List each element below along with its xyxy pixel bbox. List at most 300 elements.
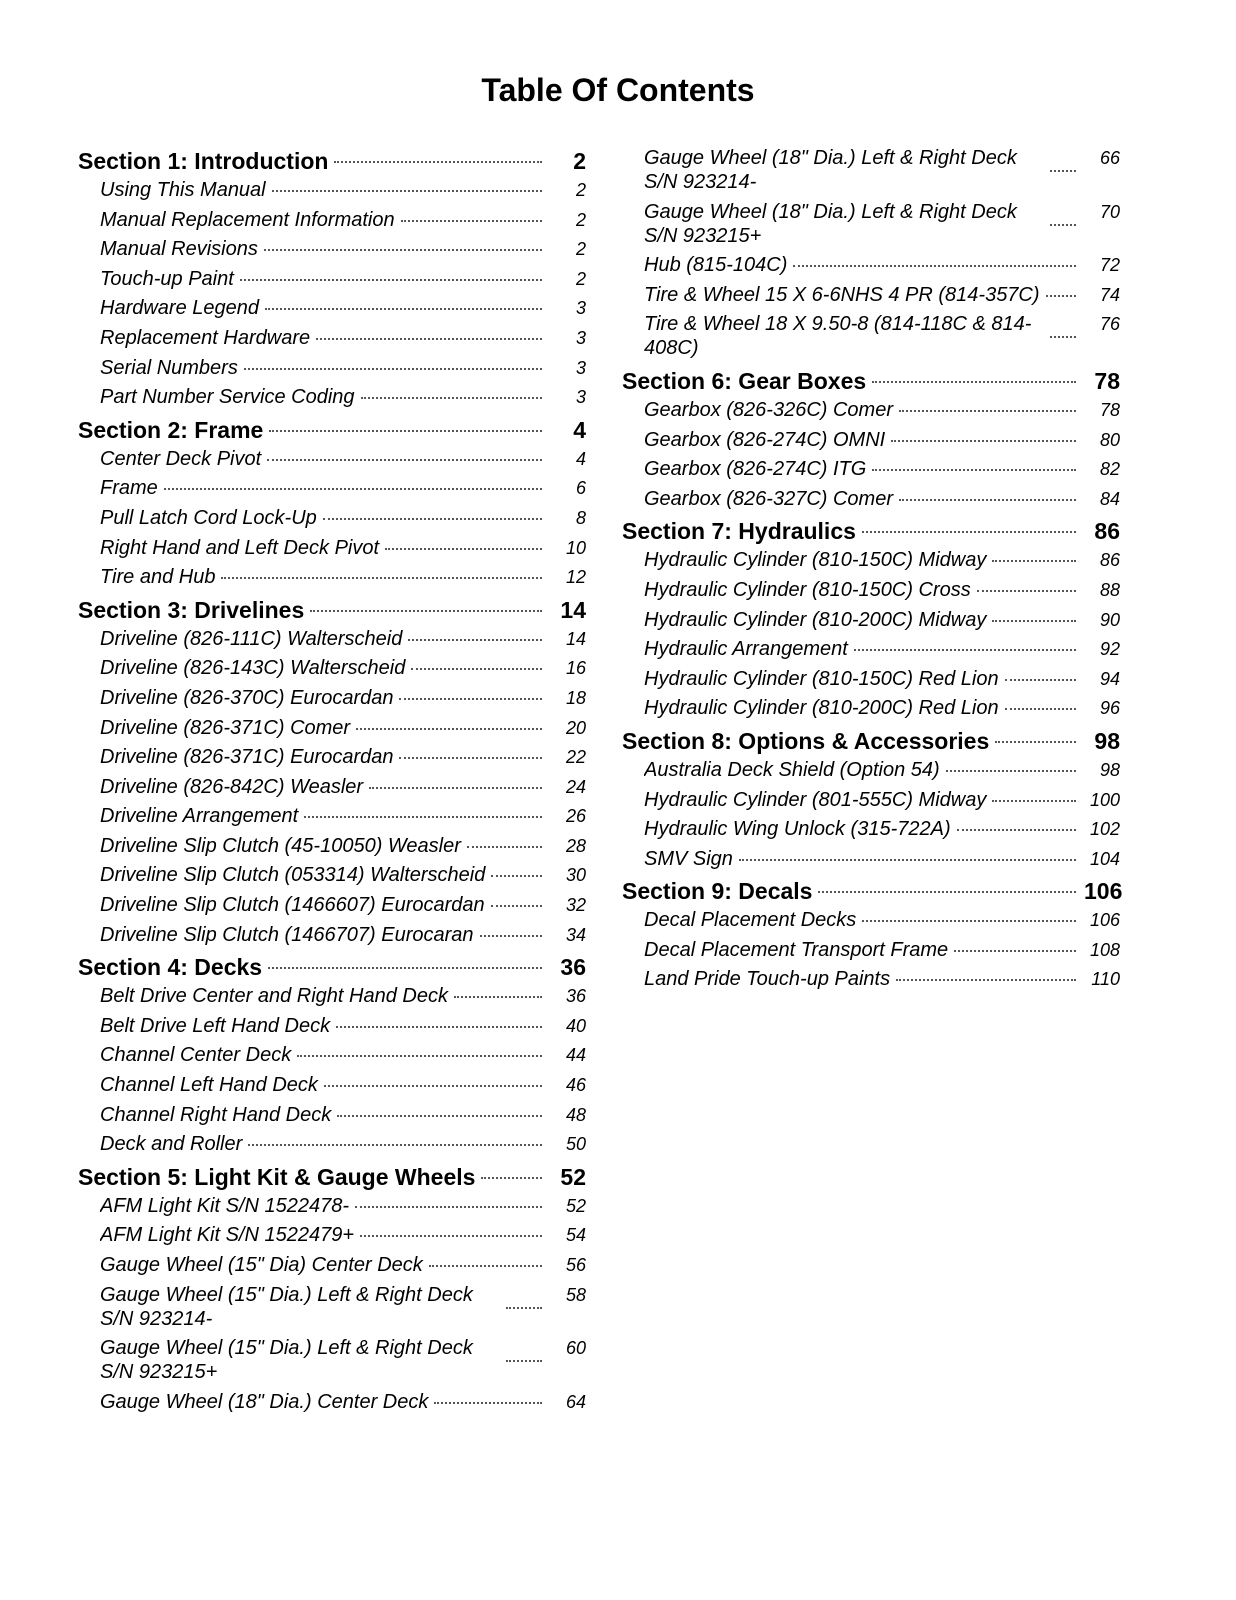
toc-page-number: 18 <box>565 687 586 708</box>
dot-leader <box>491 875 542 877</box>
toc-page-number: 96 <box>1099 698 1120 719</box>
dot-leader <box>1050 224 1076 226</box>
toc-entry-label: Gauge Wheel (18" Dia.) Center Deck <box>100 1390 429 1413</box>
toc-entry-hydraulic-arrangement[interactable] <box>622 637 1120 661</box>
toc-entry-name <box>644 398 1076 422</box>
toc-entry-name <box>644 457 1076 481</box>
toc-entry-name <box>78 1162 542 1192</box>
toc-entry-name <box>100 923 542 947</box>
toc-entry-driveline-826-371c-comer[interactable] <box>78 716 586 740</box>
toc-entry-label: Hydraulic Cylinder (801-555C) Midway <box>644 788 987 811</box>
toc-entry-name <box>644 146 1076 194</box>
toc-entry-hydraulic-wing-unlock-315-722a[interactable] <box>622 817 1120 841</box>
toc-section-section-9-decals[interactable] <box>622 876 1123 906</box>
dot-leader <box>946 770 1076 772</box>
toc-page-number: 54 <box>565 1225 586 1246</box>
toc-entry-label: Gearbox (826-274C) OMNI <box>644 428 886 451</box>
toc-entry-label: Channel Left Hand Deck <box>100 1074 318 1097</box>
toc-page-number: 102 <box>1089 819 1120 840</box>
toc-entry-name <box>100 476 542 500</box>
toc-entry-name <box>644 696 1076 720</box>
dot-leader <box>265 308 542 310</box>
toc-entry-label: Channel Right Hand Deck <box>100 1103 332 1126</box>
toc-entry-smv-sign[interactable] <box>622 847 1120 871</box>
toc-page-number: 4 <box>575 448 586 469</box>
toc-entry-name <box>100 893 542 917</box>
toc-page-number: 88 <box>1099 579 1120 600</box>
toc-entry-name <box>100 686 542 710</box>
toc-entry-label: Frame <box>100 477 158 500</box>
toc-entry-name <box>644 428 1076 452</box>
toc-page-number: 46 <box>565 1075 586 1096</box>
dot-leader <box>739 859 1076 861</box>
toc-entry-afm-light-kit-s-n-1522479[interactable] <box>78 1223 586 1247</box>
dot-leader <box>891 440 1076 442</box>
toc-entry-name <box>100 1283 542 1331</box>
toc-section-section-6-gear-boxes[interactable] <box>622 366 1120 396</box>
toc-page-number: 108 <box>1089 939 1120 960</box>
toc-page-number: 104 <box>1089 848 1120 869</box>
toc-entry-driveline-826-371c-eurocardan[interactable] <box>78 745 586 769</box>
dot-leader <box>896 979 1076 981</box>
toc-page-number: 44 <box>565 1045 586 1066</box>
dot-leader <box>1005 679 1076 681</box>
toc-entry-driveline-826-143c-walterscheid[interactable] <box>78 656 586 680</box>
toc-entry-name <box>100 627 542 651</box>
toc-page-number: 52 <box>560 1163 586 1190</box>
toc-entry-manual-replacement-information[interactable] <box>78 208 586 232</box>
toc-entry-name <box>100 1103 542 1127</box>
toc-entry-name <box>100 834 542 858</box>
toc-page-number: 30 <box>565 865 586 886</box>
dot-leader <box>793 265 1076 267</box>
dot-leader <box>240 279 542 281</box>
dot-leader <box>268 967 542 969</box>
toc-column-left <box>78 146 586 1419</box>
toc-entry-label: Hub (815-104C) <box>644 254 788 277</box>
toc-section-section-7-hydraulics[interactable] <box>622 516 1120 546</box>
toc-page-number: 12 <box>565 567 586 588</box>
dot-leader <box>221 577 542 579</box>
toc-entry-label: Decal Placement Decks <box>644 909 857 932</box>
toc-page-number: 10 <box>565 537 586 558</box>
toc-entry-belt-drive-center-and-right-hand-deck[interactable] <box>78 984 586 1008</box>
toc-entry-name <box>100 1043 542 1067</box>
dot-leader <box>899 499 1076 501</box>
dot-leader <box>899 410 1076 412</box>
dot-leader <box>244 368 542 370</box>
toc-entry-label: Hydraulic Arrangement <box>644 638 848 661</box>
dot-leader <box>977 590 1076 592</box>
toc-entry-name <box>644 667 1076 691</box>
dot-leader <box>411 668 542 670</box>
toc-column-right <box>622 146 1123 997</box>
toc-entry-gauge-wheel-18-dia-center-deck[interactable] <box>78 1390 586 1414</box>
dot-leader <box>434 1402 542 1404</box>
toc-entry-label: Tire & Wheel 15 X 6-6NHS 4 PR (814-357C) <box>644 283 1040 306</box>
toc-entry-gauge-wheel-15-dia-left-right-deck-s-n-923214[interactable] <box>78 1283 586 1331</box>
dot-leader <box>854 649 1076 651</box>
dot-leader <box>356 728 542 730</box>
toc-page-number: 98 <box>1094 727 1120 754</box>
dot-leader <box>992 620 1076 622</box>
toc-entry-name <box>100 326 542 350</box>
dot-leader <box>872 469 1076 471</box>
toc-entry-part-number-service-coding[interactable] <box>78 385 586 409</box>
toc-entry-name <box>100 1390 542 1414</box>
toc-entry-label: Section 5: Light Kit & Gauge Wheels <box>78 1163 476 1190</box>
toc-entry-name <box>100 208 542 232</box>
toc-entry-hardware-legend[interactable] <box>78 296 586 320</box>
toc-entry-label: Driveline (826-143C) Walterscheid <box>100 657 406 680</box>
toc-entry-label: Hydraulic Cylinder (810-200C) Midway <box>644 608 987 631</box>
toc-page-number: 24 <box>565 776 586 797</box>
dot-leader <box>310 610 542 612</box>
toc-page-number: 64 <box>565 1391 586 1412</box>
toc-entry-name <box>100 863 542 887</box>
toc-entry-label: Gearbox (826-327C) Comer <box>644 487 893 510</box>
toc-entry-gearbox-826-326c-comer[interactable] <box>622 398 1120 422</box>
dot-leader <box>1050 170 1076 172</box>
toc-entry-replacement-hardware[interactable] <box>78 326 586 350</box>
toc-entry-name <box>644 253 1076 277</box>
toc-entry-label: Deck and Roller <box>100 1133 243 1156</box>
toc-page-number: 2 <box>575 209 586 230</box>
toc-entry-name <box>100 447 542 471</box>
toc-entry-tire-wheel-18-x-9-50-8-814-118c-814-408c[interactable] <box>622 312 1120 360</box>
dot-leader <box>323 518 542 520</box>
dot-leader <box>267 459 542 461</box>
dot-leader <box>467 846 542 848</box>
toc-entry-label: Driveline (826-371C) Eurocardan <box>100 746 394 769</box>
toc-entry-name <box>78 415 542 445</box>
toc-entry-name <box>100 804 542 828</box>
toc-page-number: 32 <box>565 895 586 916</box>
toc-page-number: 84 <box>1099 488 1120 509</box>
toc-entry-name <box>644 908 1076 932</box>
toc-entry-hydraulic-cylinder-810-150c-cross[interactable] <box>622 578 1120 602</box>
toc-entry-driveline-826-111c-walterscheid[interactable] <box>78 627 586 651</box>
toc-entry-name <box>644 637 1076 661</box>
toc-entry-label: Manual Replacement Information <box>100 208 395 231</box>
toc-entry-name <box>644 312 1076 360</box>
toc-section-section-1-introduction[interactable] <box>78 146 586 176</box>
toc-entry-label: Hydraulic Cylinder (810-150C) Midway <box>644 549 987 572</box>
toc-entry-label: Touch-up Paint <box>100 267 234 290</box>
toc-entry-label: Driveline (826-111C) Walterscheid <box>100 627 403 650</box>
toc-entry-label: Hydraulic Cylinder (810-150C) Cross <box>644 578 971 601</box>
toc-entry-belt-drive-left-hand-deck[interactable] <box>78 1014 586 1038</box>
toc-entry-gauge-wheel-18-dia-left-right-deck-s-n-923215[interactable] <box>622 200 1120 248</box>
toc-page-number: 16 <box>565 658 586 679</box>
toc-entry-label: Center Deck Pivot <box>100 447 262 470</box>
toc-entry-hydraulic-cylinder-801-555c-midway[interactable] <box>622 788 1120 812</box>
toc-entry-gearbox-826-274c-itg[interactable] <box>622 457 1120 481</box>
toc-entry-label: Section 7: Hydraulics <box>622 518 856 545</box>
toc-entry-label: Hydraulic Cylinder (810-150C) Red Lion <box>644 667 999 690</box>
dot-leader <box>337 1115 542 1117</box>
toc-entry-name <box>100 1253 542 1277</box>
toc-entry-driveline-slip-clutch-45-10050-weasler[interactable] <box>78 834 586 858</box>
toc-page-number: 106 <box>1084 878 1123 905</box>
toc-entry-label: Section 4: Decks <box>78 954 263 981</box>
dot-leader <box>480 935 542 937</box>
toc-entry-name <box>622 876 1076 906</box>
toc-entry-name <box>644 758 1076 782</box>
toc-entry-gearbox-826-327c-comer[interactable] <box>622 487 1120 511</box>
toc-entry-touch-up-paint[interactable] <box>78 267 586 291</box>
toc-entry-label: Hardware Legend <box>100 297 259 320</box>
toc-page-number: 34 <box>565 924 586 945</box>
dot-leader <box>248 1144 542 1146</box>
toc-section-section-5-light-kit-gauge-wheels[interactable] <box>78 1162 586 1192</box>
toc-entry-manual-revisions[interactable] <box>78 237 586 261</box>
toc-entry-serial-numbers[interactable] <box>78 356 586 380</box>
dot-leader <box>957 829 1076 831</box>
toc-entry-label: AFM Light Kit S/N 1522478- <box>100 1194 350 1217</box>
dot-leader <box>454 996 542 998</box>
toc-entry-decal-placement-decks[interactable] <box>622 908 1120 932</box>
toc-page-number: 100 <box>1089 789 1120 810</box>
toc-entry-label: Driveline Arrangement <box>100 805 299 828</box>
toc-page-number: 58 <box>565 1284 586 1305</box>
toc-entry-label: Manual Revisions <box>100 238 258 261</box>
toc-entry-gauge-wheel-15-dia-center-deck[interactable] <box>78 1253 586 1277</box>
toc-page-number: 36 <box>565 986 586 1007</box>
toc-page-number: 14 <box>560 596 586 623</box>
dot-leader <box>336 1026 542 1028</box>
toc-entry-decal-placement-transport-frame[interactable] <box>622 938 1120 962</box>
toc-entry-name <box>100 1223 542 1247</box>
toc-page-number: 20 <box>565 717 586 738</box>
toc-page-number: 98 <box>1099 759 1120 780</box>
toc-entry-gauge-wheel-18-dia-left-right-deck-s-n-923214[interactable] <box>622 146 1120 194</box>
toc-page-number: 76 <box>1099 314 1120 335</box>
toc-page-number: 2 <box>575 268 586 289</box>
toc-entry-name <box>100 267 542 291</box>
toc-entry-label: Section 3: Drivelines <box>78 596 305 623</box>
toc-entry-name <box>644 548 1076 572</box>
toc-entry-label: Driveline Slip Clutch (1466707) Eurocaran <box>100 923 474 946</box>
dot-leader <box>324 1085 542 1087</box>
toc-entry-label: Australia Deck Shield (Option 54) <box>644 758 940 781</box>
toc-entry-name <box>644 967 1076 991</box>
toc-entry-label: Gearbox (826-326C) Comer <box>644 398 893 421</box>
dot-leader <box>1005 708 1076 710</box>
dot-leader <box>269 430 542 432</box>
toc-entry-name <box>100 1194 542 1218</box>
toc-entry-name <box>100 984 542 1008</box>
toc-entry-driveline-slip-clutch-053314-walterscheid[interactable] <box>78 863 586 887</box>
toc-page-number: 66 <box>1099 148 1120 168</box>
dot-leader <box>316 338 542 340</box>
toc-entry-name <box>622 726 1076 756</box>
toc-entry-label: Gauge Wheel (18" Dia.) Left & Right Deck S/N 923215+ <box>644 200 1017 247</box>
dot-leader <box>429 1265 542 1267</box>
toc-entry-label: Driveline Slip Clutch (1466607) Eurocardan <box>100 894 485 917</box>
toc-page-number: 6 <box>575 478 586 499</box>
toc-page-number: 3 <box>575 298 586 319</box>
toc-page-number: 86 <box>1094 518 1120 545</box>
toc-entry-name <box>100 656 542 680</box>
toc-entry-name <box>100 237 542 261</box>
toc-entry-deck-and-roller[interactable] <box>78 1132 586 1156</box>
dot-leader <box>272 190 542 192</box>
dot-leader <box>297 1055 542 1057</box>
toc-entry-label: Replacement Hardware <box>100 326 311 349</box>
dot-leader <box>355 1206 542 1208</box>
toc-page-number: 74 <box>1099 284 1120 305</box>
toc-entry-label: Gauge Wheel (15" Dia.) Left & Right Deck S/N 923215+ <box>100 1337 473 1384</box>
toc-entry-name <box>100 1132 542 1156</box>
toc-page-number: 26 <box>565 806 586 827</box>
toc-entry-name <box>78 146 542 176</box>
toc-section-section-3-drivelines[interactable] <box>78 595 586 625</box>
toc-entry-name <box>100 1014 542 1038</box>
toc-section-section-2-frame[interactable] <box>78 415 586 445</box>
toc-page-number: 70 <box>1099 201 1120 222</box>
dot-leader <box>862 920 1076 922</box>
toc-entry-center-deck-pivot[interactable] <box>78 447 586 471</box>
toc-page-number: 50 <box>565 1134 586 1155</box>
dot-leader <box>995 741 1076 743</box>
toc-entry-australia-deck-shield-option-54[interactable] <box>622 758 1120 782</box>
dot-leader <box>491 905 542 907</box>
toc-page-number: 52 <box>565 1195 586 1216</box>
toc-entry-hydraulic-cylinder-810-150c-midway[interactable] <box>622 548 1120 572</box>
dot-leader <box>954 950 1076 952</box>
toc-entry-frame[interactable] <box>78 476 586 500</box>
toc-entry-gearbox-826-274c-omni[interactable] <box>622 428 1120 452</box>
toc-entry-label: Right Hand and Left Deck Pivot <box>100 536 380 559</box>
dot-leader <box>334 161 542 163</box>
toc-entry-name <box>644 847 1076 871</box>
toc-entry-driveline-slip-clutch-1466707-eurocaran[interactable] <box>78 923 586 947</box>
dot-leader <box>360 1235 542 1237</box>
dot-leader <box>385 548 542 550</box>
toc-entry-label: SMV Sign <box>644 847 733 870</box>
toc-page-number: 3 <box>575 387 586 408</box>
toc-entry-name <box>100 506 542 530</box>
toc-entry-driveline-slip-clutch-1466607-eurocardan[interactable] <box>78 893 586 917</box>
dot-leader <box>399 698 542 700</box>
toc-entry-hydraulic-cylinder-810-150c-red-lion[interactable] <box>622 667 1120 691</box>
toc-entry-label: Using This Manual <box>100 179 266 201</box>
toc-entry-label: Serial Numbers <box>100 356 238 379</box>
toc-entry-channel-right-hand-deck[interactable] <box>78 1103 586 1127</box>
toc-page-number: 82 <box>1099 459 1120 480</box>
dot-leader <box>506 1307 542 1309</box>
toc-entry-label: AFM Light Kit S/N 1522479+ <box>100 1224 355 1247</box>
toc-page-number: 110 <box>1091 969 1120 990</box>
toc-entry-channel-center-deck[interactable] <box>78 1043 586 1067</box>
toc-page-number: 106 <box>1089 910 1120 931</box>
toc-entry-hub-815-104c[interactable] <box>622 253 1120 277</box>
toc-entry-label: Driveline (826-370C) Eurocardan <box>100 686 394 709</box>
toc-entry-using-this-manual[interactable] <box>78 178 586 202</box>
toc-entry-tire-wheel-15-x-6-6nhs-4-pr-814-357c[interactable] <box>622 283 1120 307</box>
toc-entry-name <box>644 200 1076 248</box>
toc-entry-label: Land Pride Touch-up Paints <box>644 968 891 991</box>
toc-entry-name <box>100 745 542 769</box>
toc-entry-land-pride-touch-up-paints[interactable] <box>622 967 1120 991</box>
toc-entry-tire-and-hub[interactable] <box>78 565 586 589</box>
toc-page-number: 94 <box>1099 668 1120 689</box>
toc-entry-gauge-wheel-15-dia-left-right-deck-s-n-923215[interactable] <box>78 1336 586 1384</box>
toc-section-section-4-decks[interactable] <box>78 952 586 982</box>
dot-leader <box>361 397 542 399</box>
toc-entry-name <box>100 775 542 799</box>
toc-entry-pull-latch-cord-lock-up[interactable] <box>78 506 586 530</box>
toc-entry-name <box>78 952 542 982</box>
toc-entry-name <box>644 938 1076 962</box>
toc-entry-name <box>100 356 542 380</box>
toc-page-number: 78 <box>1094 367 1120 394</box>
toc-entry-afm-light-kit-s-n-1522478[interactable] <box>78 1194 586 1218</box>
toc-entry-name <box>644 608 1076 632</box>
dot-leader <box>992 560 1076 562</box>
toc-entry-name <box>622 516 1076 546</box>
toc-entry-label: Driveline (826-842C) Weasler <box>100 775 364 798</box>
toc-page-number: 2 <box>575 239 586 260</box>
toc-entry-label: Section 2: Frame <box>78 416 264 443</box>
dot-leader <box>264 249 542 251</box>
toc-entry-label: Hydraulic Cylinder (810-200C) Red Lion <box>644 697 999 720</box>
toc-entry-label: Section 1: Introduction <box>78 148 329 174</box>
toc-entry-driveline-arrangement[interactable] <box>78 804 586 828</box>
page-title: Table Of Contents <box>481 72 755 108</box>
toc-entry-driveline-826-370c-eurocardan[interactable] <box>78 686 586 710</box>
toc-entry-channel-left-hand-deck[interactable] <box>78 1073 586 1097</box>
toc-page-number: 60 <box>565 1338 586 1359</box>
dot-leader <box>872 381 1076 383</box>
toc-page-number: 2 <box>575 180 586 200</box>
toc-entry-label: Section 8: Options & Accessories <box>622 727 990 754</box>
dot-leader <box>1050 336 1076 338</box>
toc-entry-label: Section 9: Decals <box>622 878 813 905</box>
toc-entry-label: Decal Placement Transport Frame <box>644 938 949 961</box>
toc-entry-name <box>644 283 1076 307</box>
toc-page-number: 40 <box>565 1015 586 1036</box>
toc-page-number: 86 <box>1099 550 1120 571</box>
toc-entry-name <box>100 536 542 560</box>
toc-page-number: 78 <box>1099 399 1120 420</box>
toc-entry-hydraulic-cylinder-810-200c-midway[interactable] <box>622 608 1120 632</box>
dot-leader <box>862 531 1076 533</box>
toc-page-number: 22 <box>565 747 586 768</box>
toc-entry-right-hand-and-left-deck-pivot[interactable] <box>78 536 586 560</box>
dot-leader <box>992 800 1076 802</box>
toc-entry-label: Channel Center Deck <box>100 1044 292 1067</box>
dot-leader <box>818 891 1076 893</box>
toc-entry-name <box>644 487 1076 511</box>
toc-entry-name <box>622 366 1076 396</box>
toc-page-number: 36 <box>560 954 586 981</box>
toc-entry-name <box>100 178 542 202</box>
toc-entry-driveline-826-842c-weasler[interactable] <box>78 775 586 799</box>
toc-entry-label: Gauge Wheel (15" Dia.) Left & Right Deck S/N 923214- <box>100 1283 473 1330</box>
toc-entry-name <box>644 817 1076 841</box>
toc-entry-label: Driveline Slip Clutch (053314) Walterscheid <box>100 864 486 887</box>
toc-entry-label: Driveline Slip Clutch (45-10050) Weasler <box>100 834 461 857</box>
toc-entry-hydraulic-cylinder-810-200c-red-lion[interactable] <box>622 696 1120 720</box>
dot-leader <box>401 220 542 222</box>
toc-page-number: 48 <box>565 1104 586 1125</box>
toc-entry-label: Section 6: Gear Boxes <box>622 367 867 394</box>
toc-entry-name <box>100 565 542 589</box>
dot-leader <box>408 639 542 641</box>
toc-section-section-8-options-accessories[interactable] <box>622 726 1120 756</box>
